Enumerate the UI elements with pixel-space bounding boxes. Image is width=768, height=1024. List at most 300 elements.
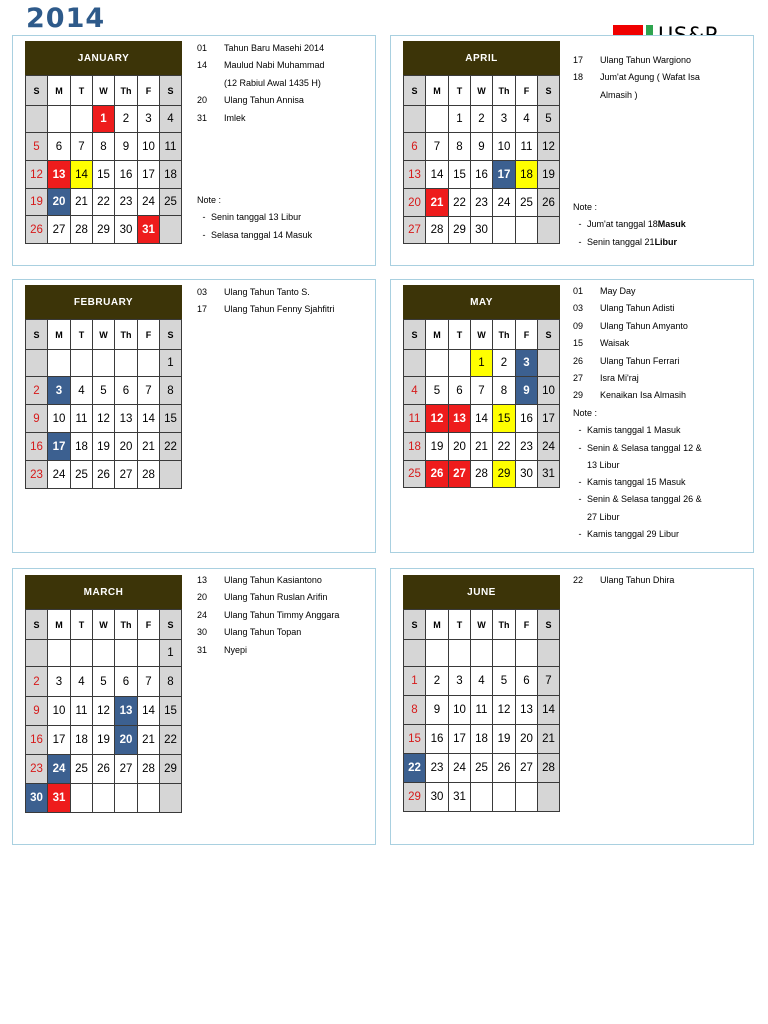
month-table: [25, 75, 182, 244]
day-cell[interactable]: 26: [493, 754, 516, 783]
day-cell[interactable]: 28: [426, 217, 449, 244]
empty-cell: [115, 640, 138, 667]
day-cell[interactable]: 29: [160, 755, 182, 784]
day-cell[interactable]: 22: [160, 726, 182, 755]
week-row: [404, 640, 560, 667]
week-row: [404, 754, 560, 783]
day-cell-blue[interactable]: 3: [516, 350, 538, 377]
day-cell[interactable]: 10: [138, 133, 160, 161]
day-cell[interactable]: 10: [449, 696, 471, 725]
event-text: Ulang Tahun Tanto S.: [224, 287, 310, 297]
event-date: 03: [197, 287, 208, 297]
day-cell[interactable]: 2: [471, 106, 493, 133]
empty-cell: [426, 350, 449, 377]
day-cell[interactable]: 4: [160, 106, 182, 133]
day-cell-red[interactable]: 21: [426, 189, 449, 217]
day-cell[interactable]: 18: [404, 433, 426, 461]
week-row: [26, 667, 182, 697]
empty-cell: [471, 783, 493, 812]
weekday-label: W: [471, 320, 493, 350]
year-title: 2014: [26, 3, 106, 34]
weekday-label: S: [538, 320, 560, 350]
empty-cell: [26, 106, 48, 133]
day-cell[interactable]: 27: [516, 754, 538, 783]
day-cell[interactable]: 30: [426, 783, 449, 812]
day-cell[interactable]: 28: [71, 216, 93, 244]
day-cell[interactable]: 13: [516, 696, 538, 725]
week-row: [404, 696, 560, 725]
empty-cell: [493, 217, 516, 244]
event-date: 27: [573, 373, 584, 384]
event-date: 17: [573, 55, 584, 65]
weekday-label: S: [160, 320, 182, 350]
event-item: [197, 589, 339, 606]
day-cell[interactable]: 23: [115, 189, 138, 216]
week-row: [404, 667, 560, 696]
event-item: [573, 87, 700, 104]
event-item: [197, 92, 325, 109]
day-cell[interactable]: 14: [138, 405, 160, 433]
event-item: [197, 301, 334, 318]
day-cell[interactable]: 20: [115, 433, 138, 461]
day-cell[interactable]: 12: [93, 405, 115, 433]
day-cell[interactable]: 5: [538, 106, 560, 133]
day-cell-red[interactable]: 26: [426, 461, 449, 488]
day-cell[interactable]: 30: [115, 216, 138, 244]
day-cell[interactable]: 28: [138, 755, 160, 784]
event-text: Ulang Tahun Wargiono: [600, 55, 692, 65]
note-bullet: -: [578, 425, 582, 436]
weekday-label: Th: [493, 76, 516, 106]
day-cell[interactable]: 25: [471, 754, 493, 783]
day-cell[interactable]: 2: [115, 106, 138, 133]
day-cell[interactable]: 11: [471, 696, 493, 725]
week-row: [26, 784, 182, 813]
day-cell[interactable]: 31: [449, 783, 471, 812]
day-cell[interactable]: 10: [48, 405, 71, 433]
day-cell[interactable]: 27: [115, 461, 138, 489]
day-cell[interactable]: 30: [471, 217, 493, 244]
day-cell-red[interactable]: 27: [449, 461, 471, 488]
day-cell[interactable]: 8: [404, 696, 426, 725]
day-cell[interactable]: 10: [493, 133, 516, 161]
day-cell[interactable]: 11: [160, 133, 182, 161]
day-cell[interactable]: 24: [538, 433, 560, 461]
day-cell[interactable]: 4: [471, 667, 493, 696]
day-cell[interactable]: 8: [160, 377, 182, 405]
note-bullet: -: [578, 219, 582, 230]
month-header: FEBRUARY: [25, 285, 182, 319]
day-cell[interactable]: 25: [516, 189, 538, 217]
day-cell[interactable]: 9: [26, 697, 48, 726]
note-text: Senin & Selasa tanggal 12 &: [587, 442, 702, 453]
day-cell[interactable]: 11: [404, 405, 426, 433]
day-cell[interactable]: 22: [493, 433, 516, 461]
day-cell[interactable]: 3: [48, 667, 71, 697]
month-header: MARCH: [25, 575, 182, 609]
day-cell[interactable]: 17: [48, 726, 71, 755]
day-cell-yellow[interactable]: 14: [71, 161, 93, 189]
day-cell-red[interactable]: 31: [138, 216, 160, 244]
day-cell[interactable]: 8: [160, 667, 182, 697]
month-header: MAY: [403, 285, 560, 319]
day-cell[interactable]: 19: [93, 433, 115, 461]
day-cell[interactable]: 21: [471, 433, 493, 461]
day-cell[interactable]: 6: [516, 667, 538, 696]
day-cell[interactable]: 16: [26, 433, 48, 461]
day-cell[interactable]: 22: [160, 433, 182, 461]
day-cell[interactable]: 27: [48, 216, 71, 244]
day-cell[interactable]: 1: [160, 640, 182, 667]
day-cell[interactable]: 24: [138, 189, 160, 216]
event-item: [573, 572, 674, 589]
notes-april: [573, 199, 686, 251]
event-date: 29: [573, 390, 584, 401]
day-cell-blue[interactable]: 24: [48, 755, 71, 784]
weekday-label: T: [449, 76, 471, 106]
empty-cell: [538, 783, 560, 812]
note-item: [197, 227, 312, 244]
day-cell[interactable]: 11: [516, 133, 538, 161]
day-cell[interactable]: 2: [26, 377, 48, 405]
day-cell-red[interactable]: 31: [48, 784, 71, 813]
week-row: [404, 217, 560, 244]
day-cell[interactable]: 8: [449, 133, 471, 161]
day-cell[interactable]: 18: [71, 433, 93, 461]
day-cell[interactable]: 23: [26, 755, 48, 784]
day-cell[interactable]: 15: [449, 161, 471, 189]
day-cell-red[interactable]: 1: [93, 106, 115, 133]
event-date: 17: [197, 304, 208, 315]
event-date: 20: [197, 95, 208, 106]
day-cell[interactable]: 17: [538, 405, 560, 433]
day-cell-blue[interactable]: 9: [516, 377, 538, 405]
day-cell[interactable]: 8: [93, 133, 115, 161]
day-cell-blue[interactable]: 13: [115, 697, 138, 726]
day-cell[interactable]: 12: [493, 696, 516, 725]
day-cell[interactable]: 14: [138, 697, 160, 726]
day-cell[interactable]: 7: [538, 667, 560, 696]
note-bullet: [573, 509, 587, 526]
day-cell[interactable]: 5: [493, 667, 516, 696]
empty-cell: [115, 350, 138, 377]
day-cell[interactable]: 4: [404, 377, 426, 405]
calendar-may: [403, 285, 560, 488]
day-cell-yellow[interactable]: 1: [471, 350, 493, 377]
day-cell[interactable]: 18: [160, 161, 182, 189]
week-row: [26, 350, 182, 377]
note-bullet: -: [578, 494, 582, 505]
day-cell[interactable]: 13: [404, 161, 426, 189]
day-cell[interactable]: 9: [26, 405, 48, 433]
empty-cell: [538, 217, 560, 244]
empty-cell: [471, 640, 493, 667]
event-item: [573, 69, 700, 86]
day-cell-blue[interactable]: 22: [404, 754, 426, 783]
empty-cell: [160, 784, 182, 813]
day-cell[interactable]: 21: [538, 725, 560, 754]
day-cell[interactable]: 27: [115, 755, 138, 784]
day-cell[interactable]: 14: [426, 161, 449, 189]
day-cell[interactable]: 9: [115, 133, 138, 161]
day-cell[interactable]: 25: [160, 189, 182, 216]
week-row: [26, 216, 182, 244]
day-cell[interactable]: 7: [138, 667, 160, 697]
day-cell[interactable]: 4: [71, 667, 93, 697]
event-date: 20: [197, 592, 208, 603]
day-cell[interactable]: 6: [48, 133, 71, 161]
empty-cell: [48, 106, 71, 133]
weekday-header-row: [404, 76, 560, 106]
day-cell[interactable]: 19: [538, 161, 560, 189]
event-item: [573, 52, 700, 69]
day-cell[interactable]: 16: [516, 405, 538, 433]
event-item: [197, 607, 339, 624]
day-cell[interactable]: 23: [26, 461, 48, 489]
note-item: [573, 491, 702, 508]
day-cell[interactable]: 19: [93, 726, 115, 755]
day-cell[interactable]: 20: [516, 725, 538, 754]
event-text: May Day: [600, 286, 636, 296]
day-cell[interactable]: 23: [516, 433, 538, 461]
day-cell[interactable]: 23: [426, 754, 449, 783]
event-text: Ulang Tahun Amyanto: [600, 320, 688, 331]
day-cell[interactable]: 29: [449, 217, 471, 244]
empty-cell: [404, 106, 426, 133]
event-text: Nyepi: [224, 644, 248, 655]
week-row: [26, 755, 182, 784]
weekday-label: S: [538, 610, 560, 640]
empty-cell: [138, 784, 160, 813]
weekday-label: S: [26, 610, 48, 640]
day-cell[interactable]: 19: [26, 189, 48, 216]
day-cell[interactable]: 27: [404, 217, 426, 244]
week-row: [404, 377, 560, 405]
day-cell[interactable]: 23: [471, 189, 493, 217]
empty-cell: [493, 783, 516, 812]
weekday-label: W: [471, 76, 493, 106]
day-cell[interactable]: 16: [26, 726, 48, 755]
day-cell[interactable]: 1: [404, 667, 426, 696]
day-cell[interactable]: 6: [115, 377, 138, 405]
note-text: Kamis tanggal 1 Masuk: [587, 425, 681, 436]
week-row: [404, 350, 560, 377]
day-cell[interactable]: 25: [404, 461, 426, 488]
calendar-february: [25, 285, 182, 489]
event-text: Jum'at Agung ( Wafat Isa: [600, 72, 700, 83]
day-cell[interactable]: 3: [138, 106, 160, 133]
day-cell[interactable]: 22: [449, 189, 471, 217]
day-cell[interactable]: 11: [71, 697, 93, 726]
week-row: [26, 461, 182, 489]
event-date: 14: [197, 60, 208, 71]
day-cell[interactable]: 8: [493, 377, 516, 405]
event-item: [197, 110, 325, 127]
notes-title: Note :: [573, 202, 598, 212]
day-cell[interactable]: 5: [93, 667, 115, 697]
day-cell[interactable]: 28: [471, 461, 493, 488]
day-cell[interactable]: 2: [493, 350, 516, 377]
day-cell[interactable]: 29: [404, 783, 426, 812]
day-cell[interactable]: 3: [493, 106, 516, 133]
day-cell[interactable]: 9: [426, 696, 449, 725]
day-cell[interactable]: 15: [404, 725, 426, 754]
day-cell[interactable]: 17: [138, 161, 160, 189]
day-cell-red[interactable]: 13: [48, 161, 71, 189]
day-cell[interactable]: 25: [71, 461, 93, 489]
day-cell[interactable]: 21: [138, 433, 160, 461]
day-cell[interactable]: 16: [471, 161, 493, 189]
event-item: [197, 40, 325, 57]
note-item: [573, 509, 702, 526]
empty-cell: [93, 350, 115, 377]
day-cell[interactable]: 12: [26, 161, 48, 189]
day-cell[interactable]: 2: [426, 667, 449, 696]
weekday-label: M: [426, 610, 449, 640]
day-cell[interactable]: 4: [71, 377, 93, 405]
note-item: [573, 526, 702, 543]
day-cell[interactable]: 28: [538, 754, 560, 783]
day-cell[interactable]: 11: [71, 405, 93, 433]
note-item: [573, 457, 702, 474]
weekday-header-row: [404, 320, 560, 350]
day-cell[interactable]: 15: [93, 161, 115, 189]
day-cell[interactable]: 5: [426, 377, 449, 405]
day-cell[interactable]: 10: [48, 697, 71, 726]
day-cell[interactable]: 6: [404, 133, 426, 161]
day-cell[interactable]: 26: [93, 755, 115, 784]
event-text: (12 Rabiul Awal 1435 H): [224, 77, 321, 88]
day-cell[interactable]: 24: [449, 754, 471, 783]
empty-cell: [516, 217, 538, 244]
day-cell[interactable]: 30: [516, 461, 538, 488]
day-cell[interactable]: 5: [93, 377, 115, 405]
weekday-label: M: [48, 320, 71, 350]
event-date: 13: [197, 575, 208, 585]
day-cell-blue[interactable]: 20: [115, 726, 138, 755]
day-cell[interactable]: 16: [115, 161, 138, 189]
weekday-label: S: [404, 320, 426, 350]
day-cell[interactable]: 4: [516, 106, 538, 133]
day-cell[interactable]: 29: [93, 216, 115, 244]
events-list-june: [573, 572, 674, 589]
note-text: Kamis tanggal 15 Masuk: [587, 477, 686, 488]
day-cell[interactable]: 10: [538, 377, 560, 405]
day-cell-yellow[interactable]: 15: [493, 405, 516, 433]
day-cell[interactable]: 3: [449, 667, 471, 696]
day-cell[interactable]: 19: [493, 725, 516, 754]
day-cell[interactable]: 26: [93, 461, 115, 489]
day-cell[interactable]: 1: [449, 106, 471, 133]
day-cell-red[interactable]: 13: [449, 405, 471, 433]
empty-cell: [115, 784, 138, 813]
empty-cell: [48, 640, 71, 667]
day-cell[interactable]: 26: [538, 189, 560, 217]
weekday-label: Th: [115, 320, 138, 350]
day-cell[interactable]: 24: [48, 461, 71, 489]
weekday-label: F: [138, 320, 160, 350]
day-cell[interactable]: 14: [471, 405, 493, 433]
weekday-label: S: [404, 610, 426, 640]
day-cell[interactable]: 6: [115, 667, 138, 697]
day-cell[interactable]: 2: [26, 667, 48, 697]
note-bullet: -: [202, 229, 206, 240]
day-cell[interactable]: 7: [138, 377, 160, 405]
day-cell[interactable]: 22: [93, 189, 115, 216]
day-cell[interactable]: 21: [71, 189, 93, 216]
day-cell[interactable]: 1: [160, 350, 182, 377]
day-cell-blue[interactable]: 17: [48, 433, 71, 461]
day-cell[interactable]: 28: [138, 461, 160, 489]
event-date: 01: [573, 286, 584, 296]
note-bullet: -: [578, 477, 582, 488]
weekday-label: W: [471, 610, 493, 640]
day-cell[interactable]: 7: [471, 377, 493, 405]
day-cell-red[interactable]: 12: [426, 405, 449, 433]
day-cell[interactable]: 7: [71, 133, 93, 161]
day-cell-blue[interactable]: 20: [48, 189, 71, 216]
weekday-label: M: [426, 320, 449, 350]
notes-january: [197, 192, 312, 244]
empty-cell: [538, 350, 560, 377]
week-row: [404, 133, 560, 161]
weekday-label: T: [449, 610, 471, 640]
events-list-april: [573, 52, 700, 104]
note-bullet: -: [578, 236, 582, 247]
day-cell[interactable]: 20: [449, 433, 471, 461]
day-cell[interactable]: 18: [471, 725, 493, 754]
event-date: 15: [573, 338, 584, 349]
day-cell[interactable]: 21: [138, 726, 160, 755]
day-cell[interactable]: 16: [426, 725, 449, 754]
empty-cell: [71, 350, 93, 377]
day-cell[interactable]: 7: [426, 133, 449, 161]
weekday-label: T: [71, 610, 93, 640]
day-cell[interactable]: 14: [538, 696, 560, 725]
day-cell[interactable]: 15: [160, 405, 182, 433]
day-cell[interactable]: 9: [471, 133, 493, 161]
event-item: [573, 283, 688, 300]
day-cell[interactable]: 5: [26, 133, 48, 161]
day-cell[interactable]: 15: [160, 697, 182, 726]
day-cell[interactable]: 12: [93, 697, 115, 726]
week-row: [404, 106, 560, 133]
note-text: Senin tanggal 21: [587, 236, 655, 247]
day-cell[interactable]: 20: [404, 189, 426, 217]
day-cell-yellow[interactable]: 18: [516, 161, 538, 189]
day-cell-blue[interactable]: 30: [26, 784, 48, 813]
day-cell[interactable]: 17: [449, 725, 471, 754]
month-table: [403, 609, 560, 812]
weekday-label: S: [26, 320, 48, 350]
day-cell[interactable]: 12: [538, 133, 560, 161]
week-row: [26, 697, 182, 726]
event-text: Tahun Baru Masehi 2014: [224, 43, 325, 53]
day-cell[interactable]: 19: [426, 433, 449, 461]
weekday-label: F: [138, 610, 160, 640]
day-cell[interactable]: 18: [71, 726, 93, 755]
day-cell[interactable]: 31: [538, 461, 560, 488]
day-cell-yellow[interactable]: 29: [493, 461, 516, 488]
day-cell[interactable]: 26: [26, 216, 48, 244]
day-cell[interactable]: 25: [71, 755, 93, 784]
day-cell[interactable]: 6: [449, 377, 471, 405]
day-cell-blue[interactable]: 3: [48, 377, 71, 405]
day-cell[interactable]: 24: [493, 189, 516, 217]
day-cell[interactable]: 13: [115, 405, 138, 433]
day-cell-blue[interactable]: 17: [493, 161, 516, 189]
event-text: Ulang Tahun Fenny Sjahfitri: [224, 304, 335, 315]
